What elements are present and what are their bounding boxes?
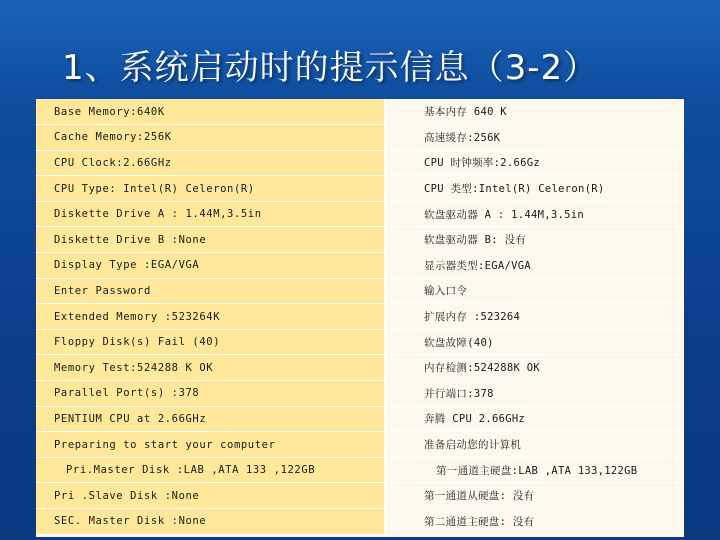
- english-message: Pri.Master Disk :LAB ,ATA 133 ,122GB: [36, 457, 385, 483]
- english-message: Display Type :EGA/VGA: [36, 253, 385, 279]
- english-message: CPU Type: Intel(R) Celeron(R): [36, 176, 385, 202]
- english-message: Pri .Slave Disk :None: [36, 483, 385, 509]
- table-row: [36, 99, 684, 125]
- english-message: Base Memory:640K: [36, 99, 385, 125]
- table-row: [36, 304, 684, 330]
- english-message: CPU Clock:2.66GHz: [36, 150, 385, 176]
- table-row: [36, 432, 684, 458]
- slide-title: 1、系统启动时的提示信息（3-2）: [62, 48, 599, 88]
- chinese-translation: 第一通道从硬盘: 没有: [385, 483, 684, 509]
- table-row: [36, 509, 684, 535]
- boot-info-table-container: [36, 99, 684, 537]
- english-message: Diskette Drive B :None: [36, 227, 385, 253]
- english-message: Preparing to start your computer: [36, 432, 385, 458]
- table-row: [36, 278, 684, 304]
- chinese-translation: 软盘驱动器 B: 没有: [385, 227, 684, 253]
- english-message: Diskette Drive A : 1.44M,3.5in: [36, 201, 385, 227]
- table-row: [36, 406, 684, 432]
- english-message: Parallel Port(s) :378: [36, 381, 385, 407]
- chinese-translation: 准备启动您的计算机: [385, 432, 684, 458]
- english-message: Memory Test:524288 K OK: [36, 355, 385, 381]
- table-row: [36, 457, 684, 483]
- chinese-translation: 显示器类型:EGA/VGA: [385, 253, 684, 279]
- english-message: Enter Password: [36, 278, 385, 304]
- chinese-translation: 软盘驱动器 A : 1.44M,3.5in: [385, 201, 684, 227]
- table-row: [36, 125, 684, 151]
- chinese-translation: 扩展内存 :523264: [385, 304, 684, 330]
- english-message: SEC. Master Disk :None: [36, 509, 385, 535]
- chinese-translation: 输入口令: [385, 278, 684, 304]
- chinese-translation: 并行端口:378: [385, 381, 684, 407]
- chinese-translation: CPU 类型:Intel(R) Celeron(R): [385, 176, 684, 202]
- boot-info-table: [36, 99, 684, 535]
- chinese-translation: CPU 时钟频率:2.66Gz: [385, 150, 684, 176]
- table-row: [36, 150, 684, 176]
- table-row: [36, 329, 684, 355]
- chinese-translation: 第一通道主硬盘:LAB ,ATA 133,122GB: [385, 457, 684, 483]
- table-row: [36, 355, 684, 381]
- chinese-translation: 第二通道主硬盘: 没有: [385, 509, 684, 535]
- english-message: Cache Memory:256K: [36, 125, 385, 151]
- english-message: Extended Memory :523264K: [36, 304, 385, 330]
- table-row: [36, 253, 684, 279]
- chinese-translation: 奔腾 CPU 2.66GHz: [385, 406, 684, 432]
- chinese-translation: 基本内存 640 K: [385, 99, 684, 125]
- english-message: Floppy Disk(s) Fail (40): [36, 329, 385, 355]
- chinese-translation: 高速缓存:256K: [385, 125, 684, 151]
- chinese-translation: 内存检测:524288K OK: [385, 355, 684, 381]
- table-row: [36, 483, 684, 509]
- table-row: [36, 201, 684, 227]
- table-row: [36, 381, 684, 407]
- english-message: PENTIUM CPU at 2.66GHz: [36, 406, 385, 432]
- table-row: [36, 227, 684, 253]
- table-row: [36, 176, 684, 202]
- chinese-translation: 软盘故障(40): [385, 329, 684, 355]
